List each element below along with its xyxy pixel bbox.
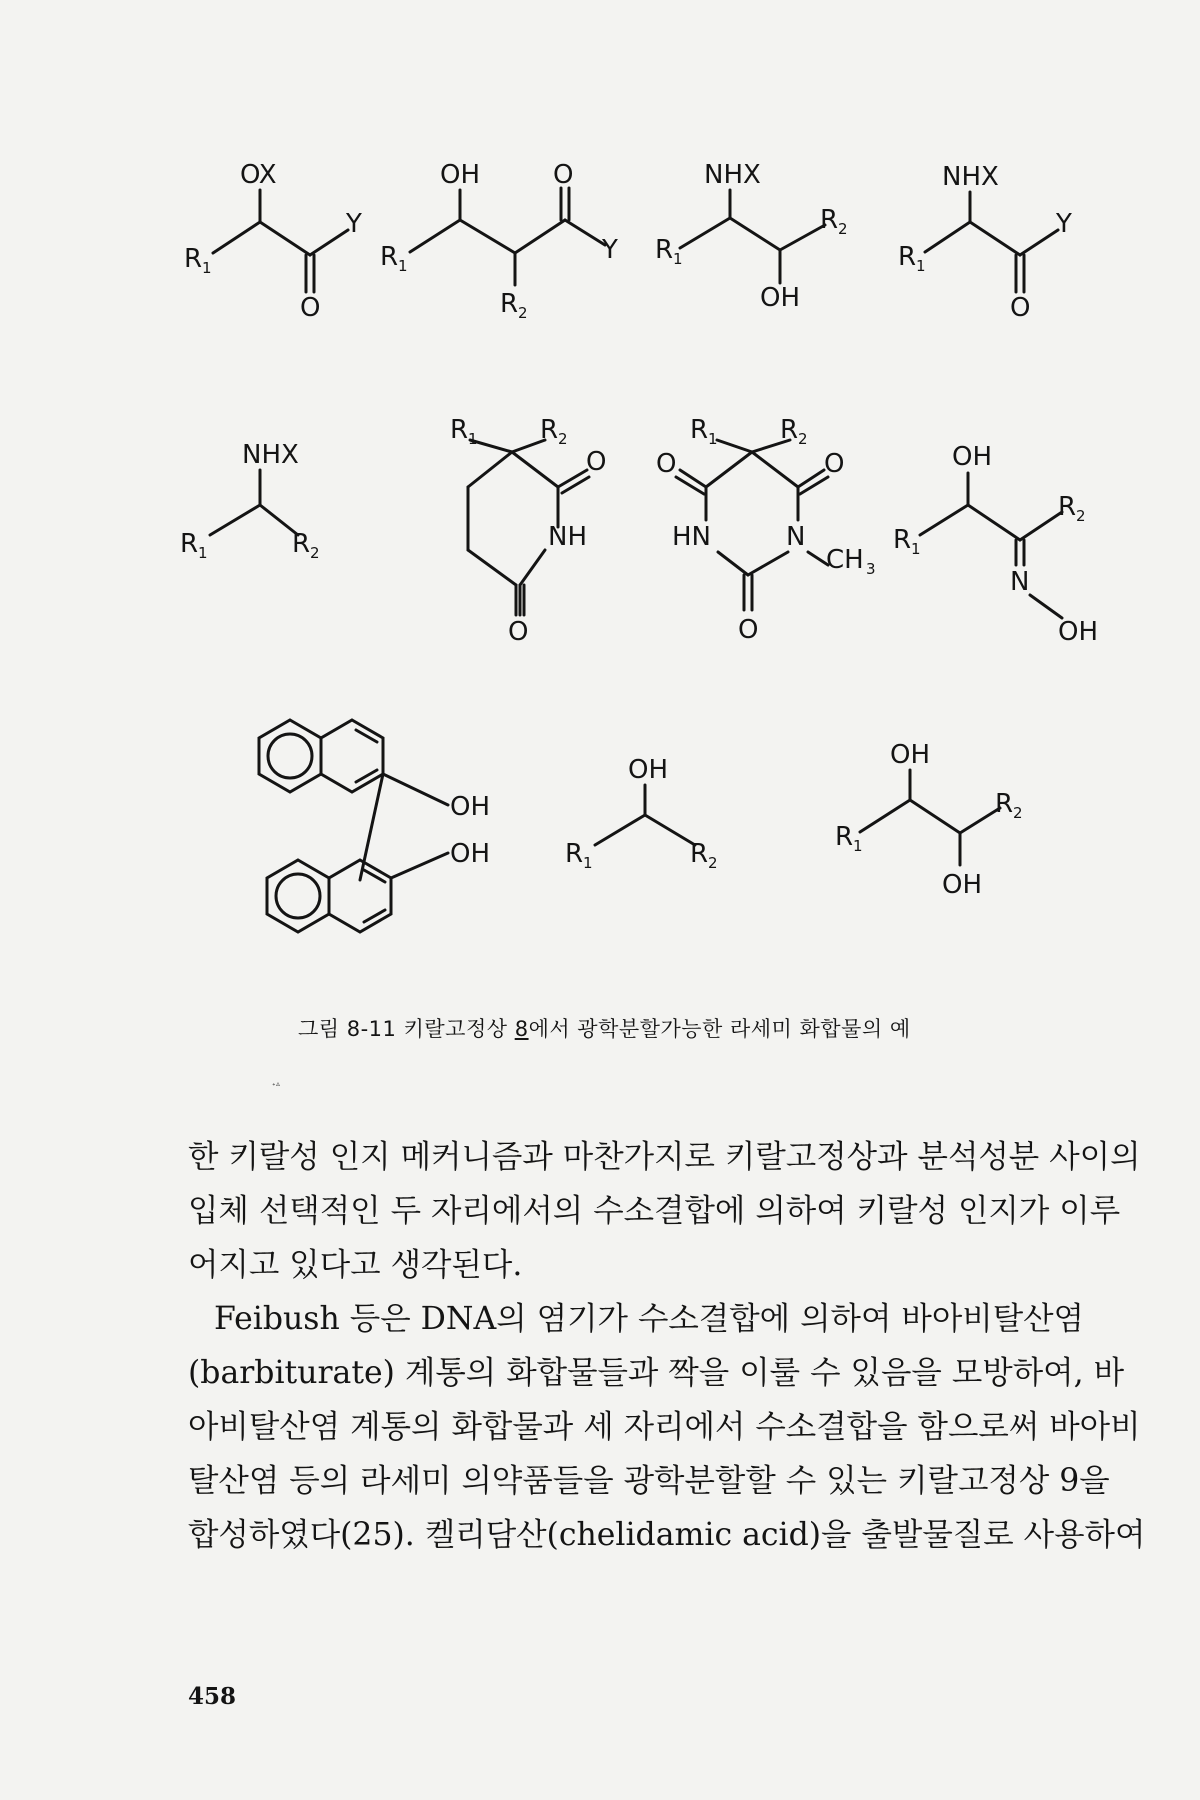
body-line: 합성하였다(25). 켈리담산(chelidamic acid)을 출발물질로 사용하여 — [188, 1517, 1146, 1553]
label-subscript: 2 — [1013, 804, 1023, 822]
label-o: O — [300, 293, 321, 323]
label-subscript: 1 — [198, 544, 208, 562]
label-oh: OH — [440, 160, 481, 190]
body-line: 탈산염 등의 라세미 의약품들을 광학분할할 수 있는 키랄고정상 9을 — [188, 1463, 1110, 1499]
label-nhx: NHX — [942, 162, 999, 192]
label-nhx: NHX — [704, 160, 761, 190]
structure-5 — [210, 470, 298, 535]
page-number: 458 — [188, 1683, 237, 1710]
label-n: N — [786, 522, 806, 552]
label-subscript: 2 — [558, 430, 568, 448]
label-subscript: 1 — [202, 259, 212, 277]
label-r: R — [690, 839, 709, 869]
label-oh: OH — [450, 839, 491, 869]
body-line: 입체 선택적인 두 자리에서의 수소결합에 의하여 키랄성 인지가 이루 — [188, 1193, 1121, 1229]
caption-number: 8 — [514, 1017, 529, 1041]
label-subscript: 3 — [866, 560, 876, 578]
structure-9-binaphthol — [259, 720, 448, 932]
caption-suffix: 에서 광학분할가능한 라세미 화합물의 예 — [528, 1017, 911, 1041]
label-r: R — [180, 529, 199, 559]
label-nh: NH — [548, 522, 587, 552]
label-subscript: 1 — [911, 540, 921, 558]
label-oh: OH — [1058, 617, 1099, 647]
label-r: R — [898, 242, 917, 272]
label-oh: OH — [890, 740, 931, 770]
label-nhx: NHX — [242, 440, 299, 470]
label-hn: HN — [672, 522, 711, 552]
label-r: R — [835, 822, 854, 852]
label-y: Y — [346, 209, 362, 239]
body-line: (barbiturate) 계통의 화합물들과 짝을 이룰 수 있음을 모방하여, 바 — [188, 1355, 1125, 1391]
label-o: O — [824, 449, 845, 479]
structure-11 — [860, 770, 1000, 865]
label-o: O — [656, 449, 677, 479]
label-r: R — [995, 789, 1014, 819]
structure-8 — [920, 473, 1062, 618]
label-r: R — [1058, 492, 1077, 522]
structure-2 — [410, 188, 605, 285]
label-y: Y — [1056, 209, 1072, 239]
label-r: R — [820, 205, 839, 235]
label-subscript: 1 — [673, 250, 683, 268]
stray-mark: ᐩᐞ — [272, 1082, 281, 1092]
label-r: R — [540, 415, 559, 445]
label-y: Y — [602, 235, 618, 265]
label-subscript: 1 — [916, 257, 926, 275]
label-r: R — [500, 289, 519, 319]
label-oh: OH — [760, 283, 801, 313]
label-subscript: 1 — [853, 837, 863, 855]
label-subscript: 2 — [708, 854, 718, 872]
label-subscript: 1 — [708, 430, 718, 448]
label-r: R — [565, 839, 584, 869]
label-o: O — [553, 160, 574, 190]
figure-caption — [298, 1013, 911, 1043]
label-r: R — [292, 529, 311, 559]
label-oh: OH — [450, 792, 491, 822]
label-r: R — [184, 244, 203, 274]
label-r: R — [450, 415, 469, 445]
label-o: O — [508, 617, 529, 647]
label-oh: OH — [942, 870, 983, 900]
structure-10 — [595, 785, 695, 845]
label-ox: OX — [240, 160, 277, 190]
label-r: R — [380, 242, 399, 272]
label-n: N — [1010, 567, 1030, 597]
label-subscript: 2 — [518, 304, 528, 322]
label-r: R — [655, 235, 674, 265]
label-o: O — [586, 447, 607, 477]
label-ch: CH — [826, 545, 864, 575]
label-subscript: 1 — [398, 257, 408, 275]
body-paragraph — [188, 1130, 1146, 1562]
label-o: O — [1010, 293, 1031, 323]
label-oh: OH — [952, 442, 993, 472]
label-subscript: 2 — [838, 220, 848, 238]
structure-3 — [680, 190, 825, 283]
label-subscript: 2 — [1076, 507, 1086, 525]
label-r: R — [893, 525, 912, 555]
caption-prefix: 그림 8-11 키랄고정상 — [298, 1017, 515, 1041]
label-subscript: 1 — [583, 854, 593, 872]
structure-1 — [213, 190, 348, 292]
body-line: 아비탈산염 계통의 화합물과 세 자리에서 수소결합을 함으로써 바아비 — [188, 1409, 1141, 1445]
label-subscript: 2 — [310, 544, 320, 562]
label-oh: OH — [628, 755, 669, 785]
body-line: 어지고 있다고 생각된다. — [188, 1247, 523, 1283]
structure-4 — [925, 192, 1058, 292]
label-r: R — [780, 415, 799, 445]
label-subscript: 1 — [468, 430, 478, 448]
body-line: 한 키랄성 인지 메커니즘과 마찬가지로 키랄고정상과 분석성분 사이의 — [188, 1139, 1141, 1175]
label-subscript: 2 — [798, 430, 808, 448]
label-r: R — [690, 415, 709, 445]
label-o: O — [738, 615, 759, 645]
body-line: Feibush 등은 DNA의 염기가 수소결합에 의하여 바아비탈산염 — [214, 1301, 1084, 1337]
